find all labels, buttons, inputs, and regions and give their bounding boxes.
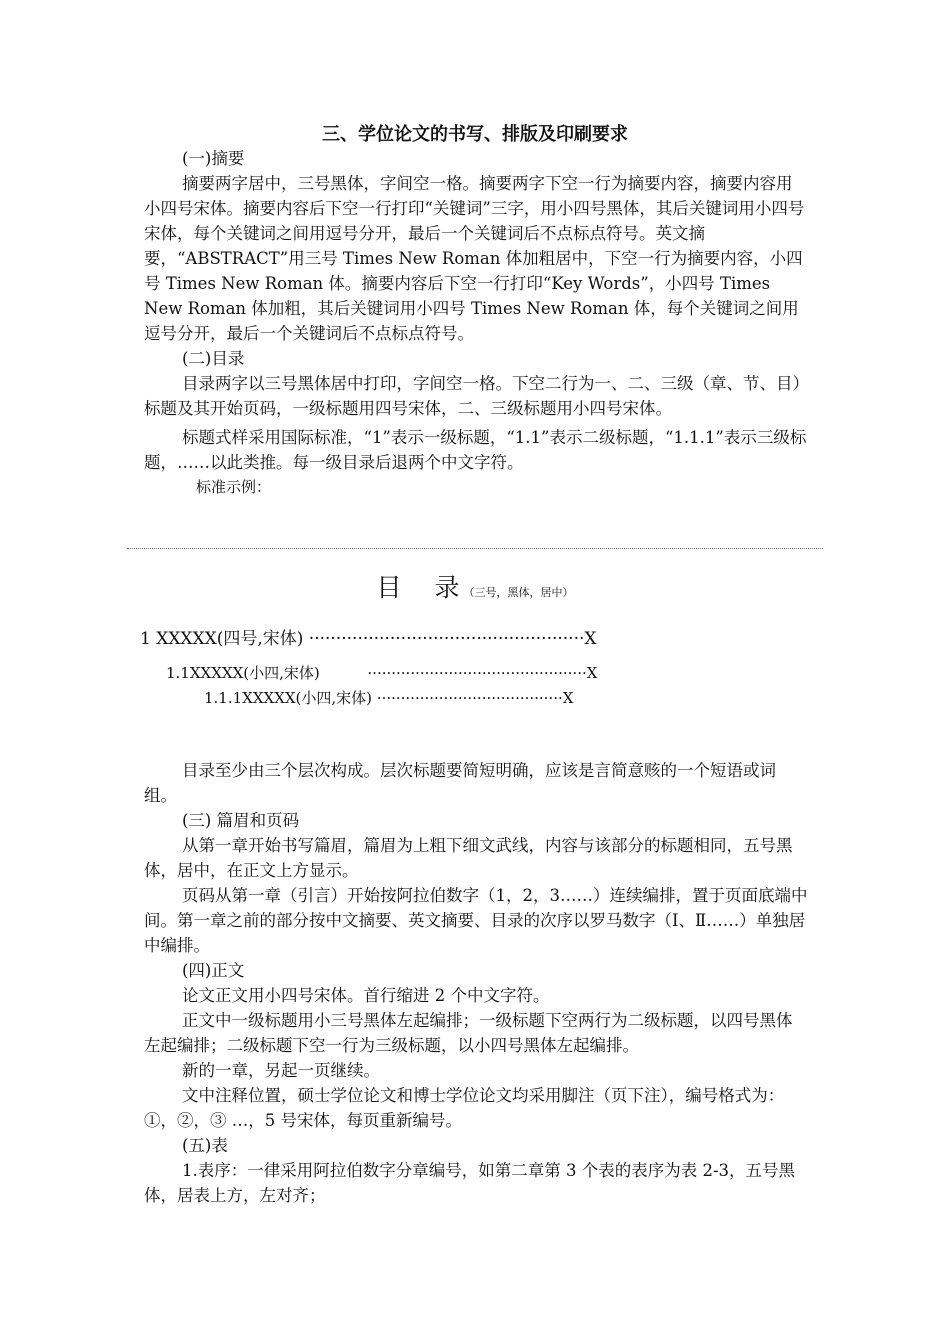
section-heading: (二)目录 xyxy=(182,349,245,368)
paragraph: 页码从第一章（引言）开始按阿拉伯数字（1，2，3……）连续编排，置于页面底端中间。第一章之前的部分按中文摘要、英文摘要、目录的次序以罗马数字（Ⅰ、Ⅱ……）单独居中编排。 xyxy=(144,886,808,955)
paragraph: 正文中一级标题用小三号黑体左起编排；一级标题下空两行为二级标题，以四号黑体左起编排；二级标题下空一行为三级标题，以小四号黑体左起编排。 xyxy=(144,1011,793,1055)
section-heading: (五)表 xyxy=(182,1136,228,1155)
section-abstract xyxy=(144,146,808,499)
example-label: 标准示例： xyxy=(196,478,272,496)
paragraph: 从第一章开始书写篇眉，篇眉为上粗下细文武线，内容与该部分的标题相同，五号黑体，居中，在正文上方显示。 xyxy=(144,836,793,880)
paragraph: 文中注释位置，硕士学位论文和博士学位论文均采用脚注（页下注），编号格式为：①，②，③ …，5 号宋体，每页重新编号。 xyxy=(144,1086,785,1130)
paragraph: 摘要两字居中，三号黑体，字间空一格。摘要两字下空一行为摘要内容，摘要内容用小四号宋体。摘要内容后下空一行打印“关键词”三字，用小四号黑体，其后关键词用小四号宋体，每个关键词之间用逗号分开，最后一个关键词后不点标点符号。英文摘要，“ABSTRACT”用三号 Times New Roman 体加粗居中，下空一行为摘要内容，小四号 Times New Roman 体。摘要内容后下空一行打印“Key Words”，小四号 Times New Roman 体加粗，其后关键词用小四号 Times New Roman 体，每个关键词之间用逗号分开，最后一个关键词后不点标点符号。 xyxy=(144,174,805,343)
paragraph: 1.表序：一律采用阿拉伯数字分章编号，如第二章第 3 个表的表序为表 2-3，五号黑体，居表上方，左对齐； xyxy=(144,1161,796,1205)
paragraph: 目录两字以三号黑体居中打印，字间空一格。下空二行为一、二、三级（章、节、目）标题及其开始页码，一级标题用四号宋体，二、三级标题用小四号宋体。 xyxy=(144,374,801,418)
page-title: 三、学位论文的书写、排版及印刷要求 xyxy=(322,124,628,145)
toc-note: （三号，黑体，居中） xyxy=(463,586,574,599)
section-body xyxy=(144,758,808,1208)
section-heading: (四)正文 xyxy=(182,961,245,980)
paragraph: 标题式样采用国际标准，“1”表示一级标题，“1.1”表示二级标题，“1.1.1”表示三级标题，……以此类推。每一级目录后退两个中文字符。 xyxy=(144,428,807,472)
toc-line-level1: 1 XXXXX(四号,宋体) ···················································X xyxy=(140,629,597,649)
divider xyxy=(127,548,823,549)
toc-line-level3: 1.1.1XXXXX(小四,宋体) ·······································X xyxy=(204,689,574,707)
paragraph: 论文正文用小四号宋体。首行缩进 2 个中文字符。 xyxy=(182,986,550,1005)
toc-line-level2: 1.1XXXXX(小四,宋体) ··············································X xyxy=(166,664,598,682)
section-heading: (三) 篇眉和页码 xyxy=(182,811,300,830)
section-heading: (一)摘要 xyxy=(182,149,245,168)
paragraph: 目录至少由三个层次构成。层次标题要简短明确，应该是言简意赅的一个短语或词组。 xyxy=(144,761,776,805)
paragraph: 新的一章，另起一页继续。 xyxy=(182,1061,380,1080)
toc-heading xyxy=(0,568,950,604)
toc-title: 目 录 xyxy=(376,573,464,602)
